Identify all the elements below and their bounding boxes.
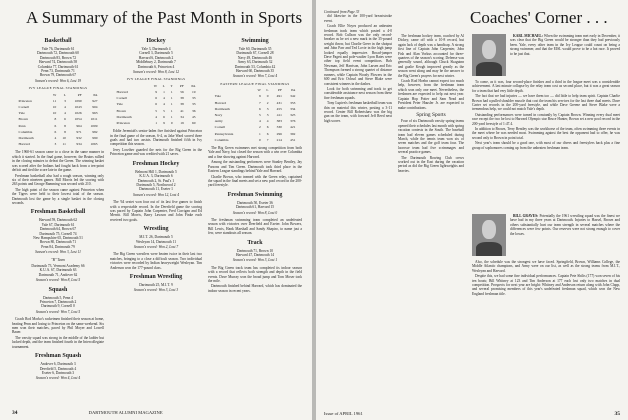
table-cell: 325 (290, 113, 296, 118)
score-line: Dartmouth 83, Brown 72 (39, 55, 77, 60)
table-cell: 38 (180, 102, 184, 107)
table-cell: 1043 (74, 105, 82, 110)
right-page-number: 35 (614, 411, 620, 417)
paragraph: Freshman basketball also had a rough season, winning only six of their nineteen games. Bill Morris led the scoring with 263 points and George Ramming was second with 210. (12, 173, 104, 187)
table-cell: Harvard (18, 142, 30, 147)
table-cell: 4 (163, 102, 165, 107)
column-header: W (153, 83, 157, 88)
table-cell: 33 (191, 96, 196, 101)
score-line: Deerfield 5, Dartmouth 4 (39, 366, 77, 371)
score-line: Dartmouth 9, Cornell 0 (41, 304, 75, 309)
bill-graves-column-top (510, 214, 620, 260)
table-cell: Dartmouth (116, 114, 132, 119)
table-cell: 3 (266, 113, 269, 118)
paragraph: The high point of the season came against Princeton when the Tigers were held to their lowest total of the season. Dartmouth lost the game by a single basket in the closing seconds. (12, 187, 104, 205)
table-cell: 8 (64, 123, 66, 128)
column-hockey (110, 34, 202, 402)
bill-graves-first-para: Potentially the 1961 wrestling squad was the finest we have had in my three years at Dartmouth. Injuries to Hassel, Brown and others substantially hurt our team strength in several matches where the differences were few points. Our reserves were not strong enough to cover the losses. (510, 214, 620, 236)
score-line: Dartmouth 53, Columbia 42 (234, 64, 276, 69)
paragraph: Coach Rod Hoehn cannot expect too much help, however, from the freshman team which won only one meet. Nevertheless, the freshmen are expected to help out next year. Captain Hop Potter and Sam Nead and President Peter Hausler Jr. are expected to make contributions. (398, 79, 464, 110)
paragraph: Coach Ellie Noyes produced an unbeaten freshman track team which posted a 4-0 record. Bob Cullson was the only record-breaker as he set a new mark in the 35-pound weight throw, but Charlie Greer in the shotput and John Parr and Ted Lovie in the high jump looked equally impressive. Broad-jumper Dave Pagett and pole-vaulter Lyon Bates were other top field event competitors. Bob Newman, Jeff Harrison, John Larsen and Eric Thompson formed a strong quartet of distance runners, while Captain Woody Flowers in the 600 and Eric Ochsol and Steve Blake were consistent winners in the dashes. (324, 24, 392, 86)
freshman-squash-heading: Freshman Squash (34, 353, 82, 360)
score-line: Dartmouth 25, M.I.T. 9 (139, 283, 173, 288)
score-line: Dartmouth 2, St. Paul's 1 (138, 178, 174, 183)
right-page (316, 0, 628, 420)
basketball-standings-table (18, 92, 99, 148)
track-scores (208, 249, 302, 258)
continued-note: Continued from Page 33 (324, 10, 360, 14)
right-page-title: Coaches' Corner . . . (470, 8, 608, 27)
karl-michael-photo (472, 34, 506, 76)
table-cell: 904 (92, 105, 98, 110)
score-line: K.U.A. 67, Dartmouth 63 (39, 268, 77, 273)
coach-body-icon (476, 242, 502, 256)
score-line: Dartmouth 71, Brown 10 (236, 248, 274, 253)
freshman-wrestling-heading: Freshman Wrestling (129, 274, 183, 281)
paragraph: Tony Lupien's freshman basketball team was thin on material this winter, posting a 3-11 record. Center Bill Robertshaw was the big gun on the team, with forward Jeff Reed next high scorer. (324, 101, 392, 123)
paragraph: Despite this, we had some fine individual performances. Captain Pete Shilts (177) won seven of his ten bouts; Bill Whitney at 123 and Tim Anderson at 177 each lost only two matches in dual competition. Prospects for next year are bright: Whitney and Anderson return along with John Clapp, and several promising members of this year's undefeated freshman squad, which won the New England freshman title. (472, 274, 620, 296)
table-cell: 1011 (90, 117, 98, 122)
table-cell: 971 (76, 129, 82, 134)
table-cell: 6 (266, 125, 269, 130)
left-footer-magazine: DARTMOUTH ALUMNI MAGAZINE (88, 410, 163, 415)
table-cell: 392 (290, 131, 296, 136)
karl-michael-column (472, 80, 620, 210)
column-swimming (208, 34, 302, 402)
table-cell: 1054 (74, 117, 82, 122)
table-cell: 1 (170, 108, 173, 113)
table-cell: 0 (170, 121, 173, 126)
paragraph: Next year's team should be a good one, with most of our divers and freestylers back plus a fine group of sophomores coming up from the unbeaten freshman team. (472, 141, 620, 150)
table-cell: 451 (290, 137, 296, 142)
column-header: PA (93, 92, 98, 97)
table-cell: 6 (259, 106, 261, 111)
freshman-hockey-report (110, 200, 202, 222)
spring-sports-report (398, 119, 464, 173)
table-cell: 4 (259, 119, 261, 124)
paragraph: Dartmouth finished behind Harvard, which has dominated the indoor season in recent years. (208, 284, 302, 293)
swimming-record: Season's record: Won 7, Lost 4 (232, 74, 278, 79)
freshman-wrestling-record: Season's record: Won 3, Lost 3 (133, 288, 179, 293)
table-cell: 3 (266, 106, 269, 111)
score-line: Dartmouth 11, Exeter 1 (139, 187, 173, 192)
score-line: Army 63, Dartmouth 32 (237, 60, 273, 65)
table-cell: 6 (155, 96, 157, 101)
right-footer (324, 411, 620, 416)
column-header: W (52, 92, 57, 97)
score-line: Harvard 47, Dartmouth 14 (235, 252, 275, 257)
table-cell: 19 (180, 121, 184, 126)
karl-michael-report (472, 80, 620, 150)
bill-graves-photo (472, 214, 506, 256)
table-cell: Harvard (116, 90, 128, 95)
basketball-record: Season's record: Won 6, Lost 19 (34, 78, 82, 83)
table-cell: Dartmouth (18, 136, 34, 141)
table-cell: 4 (64, 111, 66, 116)
table-cell: Columbia (18, 129, 33, 134)
wrestling-record: Season's record: Won 2, Lost 7 (133, 244, 179, 249)
table-cell: Yale (116, 102, 123, 107)
score-line: Navy 49, Dartmouth 46 (237, 55, 273, 60)
table-cell: Cornell (116, 96, 128, 101)
table-cell: 34 (180, 114, 184, 119)
column-header: PF (278, 88, 282, 93)
column-header: PF (179, 83, 184, 88)
table-cell: 7 (259, 100, 261, 105)
score-line: Andover 6, Dartmouth 3 (40, 362, 76, 367)
left-footer (12, 410, 163, 416)
table-cell: 8 (54, 117, 57, 122)
column-continued (324, 10, 392, 402)
table-cell: 963 (92, 111, 98, 116)
hockey-standings-caption: IVY LEAGUE FINAL STANDINGS (126, 77, 186, 82)
karl-michael-column-top (510, 34, 620, 80)
wrestling-scores (110, 235, 202, 244)
table-row (214, 137, 297, 143)
b-team-record: Season's record: Won 8, Lost 5 (35, 278, 81, 283)
score-line: Harvard 6, Dartmouth 2 (138, 55, 174, 60)
table-cell: 1 (170, 96, 173, 101)
track-record: Season's record: Won 3, Lost 1 (232, 258, 278, 263)
column-header: L (162, 83, 165, 88)
score-line: Yale 3, Dartmouth 4 (141, 47, 171, 51)
spring-sports-heading: Spring Sports (416, 111, 446, 118)
table-cell: 9 (155, 90, 157, 95)
table-cell: 990 (92, 136, 98, 141)
table-cell: 10 (52, 105, 57, 110)
paragraph: Look for both swimming and track to get considerable assistance next season from these fine freshman squads. (324, 86, 392, 100)
table-cell: 4 (266, 119, 269, 124)
table-cell: 1090 (74, 98, 82, 103)
paragraph: Coach Rod Morko's racketmen finished their season at home, beating Penn and losing to Princeton on the same weekend. Six men won their matches, paced by Phil Moyer and Lowell Bauer. (12, 317, 104, 335)
score-line: Dartmouth 67, Cornell 28 (236, 51, 274, 56)
swimming-heading: Swimming (241, 38, 269, 44)
column-basketball (12, 34, 104, 402)
track-heading: Track (247, 239, 263, 246)
wrestling-heading: Wrestling (143, 226, 169, 233)
paragraph: Among the outstanding performers were Stanley Bentley, Jay Parsons and Tim Green. Dartmouth took third place in the Eastern League standings behind Yale and Harvard. (208, 160, 302, 174)
column-header: PF (77, 92, 82, 97)
score-line: Belmont Hill 1, Dartmouth 5 (135, 169, 177, 174)
paragraph: Charlie Brown, who teamed with the Green relay, captained the squad in the final meets and set a new pool record in the 200-yard freestyle. (208, 174, 302, 188)
table-cell: 353 (290, 100, 296, 105)
column-header: PA (191, 83, 196, 88)
score-line: Dartmouth 61, Harvard 15 (235, 205, 275, 210)
table-cell: Brown (18, 117, 29, 122)
freshman-basketball-scores (12, 218, 104, 249)
score-line: Harvard 74, Dartmouth 58 (38, 60, 78, 65)
freshman-basketball-heading: Freshman Basketball (30, 209, 86, 216)
hockey-report (110, 129, 202, 156)
table-cell: Dartmouth (214, 106, 230, 111)
freshman-swimming-record: Season's record: Won 8, Lost 0 (232, 210, 278, 215)
basketball-scores (12, 47, 104, 78)
table-cell: 1 (163, 90, 165, 95)
swimming-report (208, 146, 302, 188)
basketball-standings-caption: IVY LEAGUE FINAL STANDINGS (28, 86, 88, 91)
freshman-swimming-heading: Freshman Swimming (227, 191, 283, 198)
paragraph: To come, as it was, four second-place finishes and a third in the league meet was a considerable achievement. A last minute collapse by the relay team cost us second place, but it was a great season for a team that had very little depth. (472, 80, 620, 93)
paragraph: The Dartmouth Rowing Club crews worked out in the East during the vacation period as did the Big Green lightweights and heavies. (398, 155, 464, 173)
freshman-swimming-report (208, 218, 302, 236)
coach-body-icon (476, 62, 502, 76)
table-cell: 927 (92, 98, 98, 103)
continued-report (324, 14, 392, 123)
table-cell: 4 (155, 114, 157, 119)
left-page-number: 34 (12, 410, 18, 416)
table-cell: 6 (163, 114, 165, 119)
freshman-squash-record: Season's record: Won 4, Lost 4 (35, 376, 81, 381)
table-cell: 5 (163, 108, 165, 113)
table-cell: 1065 (90, 142, 98, 147)
table-cell: 2 (266, 100, 269, 105)
right-footer-issue: Issue of APRIL 1961 (324, 411, 363, 416)
score-line: Brown 79, Dartmouth 67 (39, 73, 77, 78)
table-cell: 6 (54, 129, 57, 134)
coach-face-icon (482, 220, 496, 239)
table-cell: Navy (214, 113, 223, 118)
paragraph: Eddie Jeremiah's senior-laden five finished against Princeton in the final game of the season, 6-4, as Jake Ward scored three goals and had two assists. Dartmouth finished fifth in Ivy competition this season. (110, 129, 202, 147)
paragraph: In addition to Brown, Terry Bentley was the workhorse of the team, often swimming three events in the meet where he was needed most. Swimming against the best the opponent had to offer, he was second only to Brown in point total. (472, 127, 620, 140)
freshman-swimming-scores (208, 201, 302, 210)
hockey-scores (110, 47, 202, 69)
table-cell: 60 (191, 121, 196, 126)
track-report (208, 266, 302, 293)
table-cell: Harvard (214, 100, 227, 105)
hockey-record: Season's record: Won 8, Lost 12 (132, 70, 180, 75)
squash-record: Season's record: Won 7, Lost 5 (35, 309, 81, 314)
left-page (0, 0, 312, 420)
table-cell: 0 (259, 137, 261, 142)
score-line: Harvard 60, Dartmouth 35 (235, 69, 275, 74)
squash-report (12, 317, 104, 349)
paragraph: The Big Green wrestlers were beaten twice in their last two matches, bringing to a close a difficult season. Two individual victories were recorded by Indian heavyweight Wesleyan. Tim Anderson won the 177-pound class. (110, 252, 202, 270)
table-cell: 2 (259, 125, 261, 130)
table-cell: 10 (62, 136, 66, 141)
table-cell: 491 (276, 94, 282, 99)
table-cell: Columbia (214, 137, 229, 142)
score-line: K.U.A. 3, Dartmouth 6 (139, 174, 173, 179)
spring-intro (398, 34, 464, 110)
score-line: Dartmouth 71, Andover 62 (38, 272, 78, 277)
b-team-scores (12, 264, 104, 277)
swimming-scores (208, 47, 302, 73)
paragraph: The Big Green swimmers met strong competition from both Yale and Navy, but closed the season with a win over Columbia and a fine showing against Harvard. (208, 146, 302, 159)
table-cell: Pennsylvania (214, 131, 234, 136)
karl-michael-first-para: When the swimming team met early in December, it was clear that the Big Green would be stronger than they had previously been. Yale, every other team in the Ivy League could count on being a strong swimmer, and that the EISL would prove to be a hot race. It proved to be just that. (510, 34, 620, 56)
paragraph: The Big Green track team has completed its indoor season with a record that reflects both strength and depth in the field events. Dave Murray won the broad jump and Tom Moser took the mile. (208, 265, 302, 284)
left-page-title: A Summary of the Past Month in Sports (26, 8, 303, 27)
table-cell: 8 (64, 129, 66, 134)
table-cell: 1026 (74, 111, 82, 116)
paragraph: Outstanding performances were turned in constantly by Captain Brown. Winning every dual meet race except the two he lost to Harvard Olympic star Bruce Hunter, Brown set a new pool record in the 200-yard freestyle of 1:47.4. (472, 112, 620, 126)
column-header: T (170, 83, 173, 88)
table-cell: 36 (191, 108, 196, 113)
wrestling-report (110, 252, 202, 270)
score-line: Wesleyan 14, Dartmouth 11 (135, 239, 177, 244)
table-cell: 19 (191, 90, 196, 95)
score-line: Dartmouth 5, Penn 4 (43, 295, 73, 300)
table-cell: 964 (76, 123, 82, 128)
table-cell: 330 (276, 125, 282, 130)
table-cell: 6 (155, 102, 157, 107)
table-cell: 4 (64, 105, 66, 110)
table-cell: 4 (163, 96, 165, 101)
table-cell: 411 (276, 113, 282, 118)
score-line: Dartmouth 73, Vermont Academy 66 (31, 264, 85, 269)
table-cell: 1 (170, 114, 173, 119)
table-cell: 11 (52, 98, 57, 103)
score-line: Middlebury 2, Dartmouth 7 (136, 60, 176, 65)
score-line: Yale 76, Dartmouth 61 (41, 47, 75, 51)
table-cell: 11 (62, 142, 66, 147)
table-cell: 1 (259, 131, 261, 136)
table-row (116, 120, 197, 126)
score-line: New Hampshire 65, Dartmouth 51 (33, 235, 83, 240)
column-header: L (63, 92, 66, 97)
table-cell: 38 (180, 96, 184, 101)
score-line: Dartmouth 5, Northwood 2 (136, 182, 176, 187)
score-line: Columbia 77, Dartmouth 61 (37, 64, 79, 69)
table-cell: 455 (276, 106, 282, 111)
table-cell: 5 (155, 108, 157, 113)
coach-face-icon (482, 40, 496, 59)
table-cell: 296 (276, 131, 282, 136)
table-cell: 1 (170, 102, 173, 107)
table-cell: Army (214, 119, 223, 124)
table-cell: 1009 (90, 123, 98, 128)
swimming-standings-caption: EASTERN LEAGUE FINAL STANDINGS (220, 81, 290, 86)
paragraph: Four of six Dartmouth varsity spring teams opened their schedules last month with spring vacation contests in the South. The baseball team had eleven games scheduled during March, while the tennis team won six of seven matches and the golf team four. The lacrosse team had five scrimmages and several practice games. (398, 119, 464, 155)
table-cell: 5 (259, 113, 261, 118)
table-cell: 3 (54, 142, 57, 147)
bill-graves-name: BILL GRAVES: (513, 214, 539, 218)
freshman-wrestling-scores (110, 283, 202, 287)
table-cell: Yale (18, 111, 25, 116)
score-line: M.I.T. 26, Dartmouth 5 (139, 235, 173, 240)
paragraph: The freshman hockey team, coached by Al Dickey, came off with a 10-8 record, but again lack of depth was a handicap. A strong first line of Captain John Carpenter, John Fish and Alan Vorkus accounted for three-quarters of the season's scoring. Defense was generally sound, although Chuck Skaguinn and goalie Keogh improved greatly as the season went along and may be the answer to the Big Green's prayers for next winter. (398, 34, 464, 78)
score-line: Yale 67, Dartmouth 61 (41, 222, 75, 227)
basketball-report (12, 150, 104, 205)
score-line: Penn 84, Dartmouth 79 (41, 244, 75, 249)
freshman-hockey-scores (110, 170, 202, 192)
paragraph: Jerry Lowther guarded the nets for the Big Green in the Princeton game and was credited with 21 saves. (110, 147, 202, 157)
b-team-heading: "B" Team (51, 257, 65, 262)
table-cell: 982 (92, 129, 98, 134)
score-line: Dartmouth 50, Exeter 36 (237, 200, 273, 205)
freshman-hockey-heading: Freshman Hockey (132, 160, 180, 167)
table-cell: 421 (290, 125, 296, 130)
score-line: Brown 80, Dartmouth 71 (39, 240, 77, 245)
paragraph: Also, the schedule was the strongest we have faced. Springfield, Brown, Williams College, the Middle Atlantic champions, and Army were on our list, as well as the strong teams from M.I.T., Wesleyan and Harvard. (472, 260, 620, 273)
score-line: Dartmouth 75, Cornell 74 (39, 231, 77, 236)
table-cell: 342 (290, 94, 296, 99)
score-line: Penn 73, Dartmouth 71 (41, 69, 75, 74)
table-cell: 431 (276, 100, 282, 105)
table-cell: 41 (180, 108, 184, 113)
freshman-hockey-record: Season's record: Won 12, Lost 4 (132, 192, 180, 197)
table-cell: 33 (191, 102, 196, 107)
table-cell: 334 (290, 106, 296, 111)
table-cell: 6 (54, 123, 57, 128)
table-row (18, 141, 99, 147)
column-spring (398, 34, 464, 402)
table-cell: Cornell (18, 105, 30, 110)
basketball-heading: Basketball (44, 38, 72, 44)
table-cell: 383 (276, 119, 282, 124)
freshman-basketball-record: Season's record: Won 3, Lost 11 (35, 250, 81, 255)
score-line: Cornell 3, Dartmouth 5 (139, 51, 173, 56)
table-cell: 1 (170, 90, 173, 95)
score-line: Exeter 6, Dartmouth 3 (41, 370, 75, 375)
hockey-standings-table (116, 83, 197, 126)
squash-scores (12, 296, 104, 309)
paragraph: The '64 sextet won four out of its last five games to finish with a respectable record. In the Deerfield game the scoring was paced by Captain John Carpenter, Fred Corrigan and Ed Merritt. Bill Morris, Barry Lawson and John Finke each received two goals. (110, 200, 202, 222)
freshman-squash-scores (12, 362, 104, 375)
table-cell: 4 (54, 136, 57, 141)
score-line: Yale 60, Dartmouth 35 (238, 47, 272, 51)
table-cell: Princeton (18, 98, 32, 103)
table-cell: 6 (266, 131, 269, 136)
column-header: W (257, 88, 261, 93)
table-cell: 7 (266, 137, 269, 142)
bill-graves-column (472, 260, 620, 402)
column-header: PA (291, 88, 296, 93)
squash-heading: Squash (48, 286, 68, 293)
table-cell: 45 (191, 114, 196, 119)
table-cell: Yale (214, 94, 221, 99)
table-cell: 9 (163, 121, 165, 126)
table-cell: Princeton (116, 121, 130, 126)
score-line: Dartmouth 64, Brown 67 (39, 227, 77, 232)
table-cell: 56 (180, 90, 184, 95)
table-cell: 376 (290, 119, 296, 124)
table-cell: 9 (259, 94, 261, 99)
table-cell: Brown (116, 108, 127, 113)
paragraph: did likewise in the 100-yard breaststroke event. (324, 14, 392, 23)
paragraph: The varsity squad was strong in the middle of the ladder but lacked depth, and the team finished fourth in the Intercollegiate tournament. (12, 335, 104, 349)
karl-michael-name: KARL MICHAEL: (513, 34, 543, 38)
swimming-standings-table (214, 87, 297, 143)
column-header: L (266, 88, 269, 93)
paragraph: The freshman swimming team completed an undefeated season with victories over Deerfield and Exeter. John Bowers, Bill Lewis, Hank Marshall and Sandy Shapiro, to name just a few, were standouts all season. (208, 217, 302, 236)
paragraph: The fact that we had injuries — we have them too — did little to help team spirit. Captain Charlie Brown had a pulled shoulder muscle that cost the team his services for the last three dual meets. Dave Carter set records in the 200-yard freestyle, and while Dave Greene and Steve Blake were a tremendous help, we could not match Yale's depth. (472, 94, 620, 112)
table-cell: 934 (76, 142, 82, 147)
table-cell: 214 (276, 137, 282, 142)
table-cell: 0 (266, 94, 269, 99)
table-cell: 6 (64, 117, 66, 122)
table-cell: Penn (18, 123, 26, 128)
score-line: Princeton 7, Dartmouth 2 (39, 300, 77, 305)
score-line: Harvard 59, Dartmouth 62 (38, 218, 78, 223)
table-cell: 932 (76, 136, 82, 141)
score-line: Dartmouth 72, Dartmouth 60 (37, 51, 79, 56)
table-cell: 10 (52, 111, 57, 116)
hockey-heading: Hockey (146, 38, 166, 44)
table-cell: Cornell (214, 125, 226, 130)
table-cell: 3 (64, 98, 66, 103)
paragraph: The 1960-61 season came to a close in the same manner in which it started. In the final game, however, the Bruins rallied in the closing minutes to defeat the Green. The winning basket was scored after the Indians had fought back from a ten-point deficit and tied the score late in the game. (12, 150, 104, 173)
table-cell: 1 (155, 121, 157, 126)
bill-graves-report (472, 260, 620, 296)
score-line: Dartmouth 6, Princeton 4 (137, 64, 175, 69)
